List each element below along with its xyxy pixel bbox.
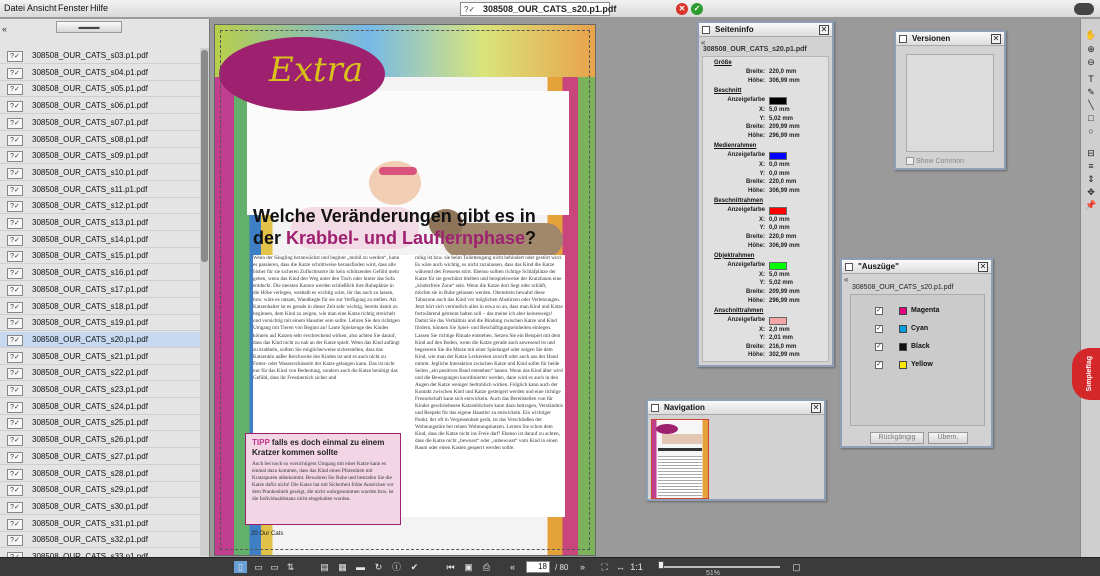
file-list-item[interactable]: [0, 248, 200, 264]
section-title-beschnittrahmen: Beschnittrahmen: [714, 197, 764, 204]
collapse-icon[interactable]: «: [701, 38, 706, 47]
show-common-checkbox[interactable]: Show Common: [906, 157, 964, 165]
zoom-slider-knob[interactable]: [658, 561, 664, 569]
file-name: 308508_OUR_CATS_s12.p1.pdf: [32, 201, 148, 211]
preflight-status-icon: ?✓: [464, 5, 476, 14]
value-hoehe: 296,99 mm: [769, 132, 800, 139]
file-list-item[interactable]: [0, 432, 200, 448]
close-icon[interactable]: ✕: [979, 262, 987, 271]
move-tool-icon[interactable]: ✥: [1087, 187, 1095, 197]
page-count: / 80: [555, 563, 569, 572]
file-name: 308508_OUR_CATS_s32.p1.pdf: [32, 535, 148, 545]
file-list-item[interactable]: [0, 198, 200, 214]
file-list-item[interactable]: [0, 499, 200, 515]
file-list-item[interactable]: [0, 365, 200, 381]
zoom-level: 51%: [706, 570, 721, 576]
preflight-status-icon: ?✓: [7, 519, 23, 530]
panel-header[interactable]: [842, 260, 991, 274]
display-color-swatch[interactable]: [769, 317, 787, 325]
versions-list[interactable]: [906, 54, 994, 152]
file-name: 308508_OUR_CATS_s16.p1.pdf: [32, 268, 148, 278]
split-tool-icon[interactable]: ⇕: [1087, 174, 1095, 184]
preflight-status-icon: ?✓: [7, 51, 23, 62]
value-y: 0,0 mm: [769, 225, 790, 232]
navigation-panel: [646, 399, 826, 501]
headline-line-1: Welche Veränderungen gibt es in: [253, 206, 536, 226]
file-list-item[interactable]: [0, 282, 200, 298]
extra-kicker: Extra: [269, 50, 364, 90]
separations-list: [850, 294, 985, 426]
approve-button[interactable]: ✓: [691, 3, 703, 15]
file-list-item[interactable]: [0, 265, 200, 281]
label-display-color: Anzeigefarbe: [727, 206, 765, 213]
value-x: 2,0 mm: [769, 326, 790, 333]
rectangle-tool-icon[interactable]: □: [1088, 113, 1094, 123]
panel-checkbox[interactable]: [845, 263, 853, 271]
label-breite: Breite:: [745, 124, 765, 131]
file-name: 308508_OUR_CATS_s27.p1.pdf: [32, 451, 148, 461]
panel-header[interactable]: [896, 32, 1004, 46]
file-list-item[interactable]: [0, 81, 200, 97]
preflight-status-icon: ?✓: [7, 101, 23, 112]
preflight-status-icon: ?✓: [7, 435, 23, 446]
right-toolbar: [1080, 19, 1100, 557]
line-tool-icon[interactable]: ╲: [1088, 100, 1094, 110]
file-list-item[interactable]: [0, 65, 200, 81]
section-title-anschnittrahmen: Anschnittrahmen: [714, 307, 764, 314]
thumb-text: [658, 456, 702, 496]
ellipse-tool-icon[interactable]: ○: [1088, 126, 1094, 136]
label-y: Y:: [759, 225, 765, 232]
body-column-1: Wenn der Säugling heranwächst und beginnt „mobil zu werden“, kann es passieren, dass die Katze schrittweise herausfinden wird, dass alle bisher für sie sicheren Zufluchtsorte ihr kein schützendes Gefühl mehr geben, wenn das Kind den Weg unter den Tisch oder hinter das Sofa entdeckt. Die meisten Katzen werden schließlich ihre Ruheplätze in die Höhe verlegen, weshalb es wichtig wäre, ihr das auch zu lassen, bzw. wäre es ratsam, Wandkegle für sie zur Verfügung zu stellen. Als Katzenhalter ist es gerade in dieser Zeit sehr wichtig, bereits damit zu beginnen, dem Kind zu zeigen, wie man eine Katze richtig streichelt und vorsichtig mit einem Haustier sein sollte. Lehren Sie den richtigen Umgang mit Tieren von Beginn an! Laute Spielzeuge des Kindes können auf Katzen sehr erschreckend wirken, also achten Sie darauf, dass das Kind nicht zu nah an der Katze spielt. Wenn das Kind anfängt zu krabbeln, sollten Sie möglicherweise sicherstellen, dass das Katzenklo außer Reichweite des Kindes ist und es auch nicht zu Futter- oder Wasserschüsseln der Katze gelangen kann. Das ist nicht nur für das Kind von Bedeutung, sondern auch die Katze benötigt das Gefühl, dass ihr Fressbereich sicher und: [253, 255, 400, 381]
print-icon[interactable]: ⎙: [482, 562, 491, 572]
label-hoehe: Höhe:: [748, 352, 765, 359]
file-list-item[interactable]: [0, 399, 200, 415]
preflight-status-icon: ?✓: [7, 368, 23, 379]
headline-line-2: der Krabbel- und Lauflernphase?: [253, 228, 537, 248]
apply-button[interactable]: Übern.: [928, 432, 968, 444]
panel-checkbox[interactable]: [899, 35, 907, 43]
panel-header[interactable]: [699, 23, 832, 37]
menu-ansicht[interactable]: Ansicht: [27, 3, 57, 13]
preflight-status-icon: ?✓: [7, 418, 23, 429]
separation-name: Magenta: [911, 307, 940, 314]
thumb-badge: [656, 424, 678, 434]
reject-button[interactable]: ✕: [676, 3, 688, 15]
label-hoehe: Höhe:: [748, 242, 765, 249]
value-x: 0,0 mm: [769, 161, 790, 168]
value-x: 5,0 mm: [769, 271, 790, 278]
preflight-status-icon: ?✓: [7, 469, 23, 480]
label-height: Höhe:: [748, 78, 765, 84]
form-icon[interactable]: ▬: [356, 562, 365, 572]
preflight-status-icon: ?✓: [7, 151, 23, 162]
panel-title: Navigation: [664, 403, 705, 412]
label-display-color: Anzeigefarbe: [727, 316, 765, 323]
file-list-item[interactable]: [0, 182, 200, 198]
tip-heading: TIPP falls es doch einmal zu einem Kratzer kommen sollte: [252, 438, 385, 457]
page-info-panel: [697, 21, 834, 367]
file-name: 308508_OUR_CATS_s03.p1.pdf: [32, 51, 148, 60]
preflight-status-icon: ?✓: [7, 268, 23, 279]
preflight-status-icon: ?✓: [7, 352, 23, 363]
separation-color-swatch: [899, 343, 907, 351]
page-up-icon[interactable]: ▭: [270, 562, 279, 572]
file-name: 308508_OUR_CATS_s11.p1.pdf: [32, 184, 148, 194]
info-icon[interactable]: ⓘ: [391, 562, 401, 572]
section-title-objektrahmen: Objektrahmen: [714, 252, 755, 259]
view-icon[interactable]: ▣: [464, 562, 473, 572]
file-name: 308508_OUR_CATS_s13.p1.pdf: [32, 218, 148, 227]
preflight-status-icon: ?✓: [7, 118, 23, 129]
file-name: 308508_OUR_CATS_s10.p1.pdf: [32, 167, 148, 177]
layout-icon[interactable]: ▤: [320, 562, 329, 572]
separations-filename: 308508_OUR_CATS_s20.p1.pdf: [852, 284, 954, 291]
preflight-status-icon: ?✓: [7, 84, 23, 95]
file-list-panel: [0, 19, 210, 557]
label-breite: Breite:: [745, 288, 765, 295]
measure-tool-icon[interactable]: ⊟: [1087, 148, 1095, 158]
label-x: X:: [759, 271, 765, 278]
file-list-item[interactable]: [0, 165, 200, 181]
preflight-status-icon: ?✓: [7, 385, 23, 396]
label-breite: Breite:: [745, 234, 765, 240]
preflight-status-icon: ?✓: [7, 402, 23, 413]
file-name: 308508_OUR_CATS_s14.p1.pdf: [32, 234, 148, 244]
refresh-icon[interactable]: ↻: [374, 562, 383, 572]
separation-color-swatch: [899, 325, 907, 333]
preflight-status-icon: ?✓: [7, 485, 23, 496]
file-name: 308508_OUR_CATS_s24.p1.pdf: [32, 401, 148, 411]
file-name: 308508_OUR_CATS_s08.p1.pdf: [32, 134, 148, 144]
menu-hilfe[interactable]: Hilfe: [90, 3, 109, 13]
value-y: 5,02 mm: [769, 280, 794, 287]
file-name: 308508_OUR_CATS_s07.p1.pdf: [32, 117, 148, 127]
file-name: 308508_OUR_CATS_s22.p1.pdf: [32, 368, 148, 378]
file-list-item[interactable]: [0, 482, 200, 498]
display-color-swatch[interactable]: [769, 207, 787, 215]
preflight-status-icon: ?✓: [7, 135, 23, 146]
value-hoehe: 302,99 mm: [769, 352, 800, 359]
pen-tool-icon[interactable]: ✎: [1087, 87, 1095, 97]
value-x: 0,0 mm: [769, 216, 790, 223]
label-x: X:: [759, 107, 765, 113]
zoom-slider-track[interactable]: [660, 566, 780, 568]
file-name: 308508_OUR_CATS_s20.p1.pdf: [32, 334, 148, 344]
actual-size-icon[interactable]: 1:1: [630, 562, 643, 572]
label-width: Breite:: [745, 69, 765, 75]
preflight-status-icon: ?✓: [7, 335, 23, 346]
text-tool-icon[interactable]: T: [1088, 74, 1094, 84]
label-hoehe: Höhe:: [748, 132, 765, 139]
file-list-item[interactable]: [0, 332, 200, 348]
file-list-item[interactable]: [0, 349, 200, 365]
separation-name: Black: [911, 343, 930, 350]
file-list-item[interactable]: [0, 382, 200, 398]
value-y: 2,01 mm: [769, 335, 794, 342]
file-list-item[interactable]: [0, 132, 200, 148]
file-list-item[interactable]: [0, 315, 200, 331]
close-icon[interactable]: ✕: [992, 34, 1000, 43]
label-hoehe: Höhe:: [748, 187, 765, 194]
file-list-item[interactable]: [0, 98, 200, 114]
section-title-medienrahmen: Medienrahmen: [714, 142, 757, 149]
file-name: 308508_OUR_CATS_s04.p1.pdf: [32, 67, 148, 77]
fullscreen-icon[interactable]: ▢: [792, 562, 801, 572]
next-page-icon[interactable]: »: [579, 562, 585, 572]
preflight-status-icon: ?✓: [7, 452, 23, 463]
separation-checkbox[interactable]: ✓: [876, 325, 882, 332]
navigation-thumbnail[interactable]: [651, 419, 709, 499]
preflight-status-icon: ?✓: [7, 185, 23, 196]
preflight-status-icon: ?✓: [7, 218, 23, 229]
label-hoehe: Höhe:: [748, 297, 765, 304]
body-column-2: ruhig ist bzw. sie beim Toilettengang nicht behindert oder gestört wird. Es wäre auch wichtig, es nicht zuzulassen, dass das Kind die Katze während des Fressens stört. Ebenso sollten richtige Schlafplätze der Katze für sie geschützt bleiben und beispielsweise der Kratzbaum eine „kinderfreie Zone“ sein. Wenn die Katze dort liegt oder schläft, möchte sie in Ruhe gelassen werden. Obendrein bewahrt diese Tabuzone auch das Kind vor möglichen Abstürzen oder Verletzungen. Jetzt hört sich vermutlich alles in etwa so an, dass man Kind und Katze fortwährend getrennt halten soll – das meine ich aber keineswegs! Damit Sie das Verhältnis und die Bindung zwischen Katze und Kind fördern, können Sie Spiel- und Beschäftigungseinheiten einlegen. Lassen Sie richtige Rituale entstehen. Setzen Sie ein Beispiel mit dem Kind auf den Boden, wenn die Katze gerade auch anwesend ist und begeistern Sie die Mieze mit einer Spielangel oder zeigen Sie dem Kind, wie man der Katze Leckereien zuwirft oder auch aus der Hand nimmt. Jegliche Interaktion zwischen Katze und Kind sollte für beide Seiten „ein positives Band entstehen“ lassen. Wenn das Kind älter wird und die Bewegungen koordinierter werden, dann wird es auch in den Augen der Katze weniger bedrohlich wirken. Folglich kann auch der Kontakt zwischen Kind und Katze gesteigert werden und eine richtige Freundschaft kann sich entwickeln. Auch das Bereitstellen von für Kinder geschriebenen Katzenbüchern kann dazu beitragen, Verständnis und Respekt für das eigene Haustier zu entwickeln. Ein wichtiger Punkt, der oft in Vergessenheit gerät, ist das Verschließen der Wohnungstüre bei reinen Wohnungskatzen. Lernen Sie schon dem Kind, dass die Katze nicht ins Freie darf! Ebenso ist darauf zu achten, dass die Katze nicht „bewusst“ oder „unbewusst“ vom Kind in einen Raum oder einen Kasten gesperrt werden sollte.: [415, 255, 563, 452]
trim-box-outline: [220, 30, 590, 550]
file-list-item[interactable]: [0, 299, 200, 315]
page-info-body: [702, 56, 829, 362]
file-name: 308508_OUR_CATS_s28.p1.pdf: [32, 468, 148, 478]
file-list-item[interactable]: [0, 232, 200, 248]
file-name: 308508_OUR_CATS_s17.p1.pdf: [32, 284, 148, 294]
file-name: 308508_OUR_CATS_s05.p1.pdf: [32, 84, 148, 94]
thumb-headline: [658, 448, 702, 451]
file-name: 308508_OUR_CATS_s19.p1.pdf: [32, 318, 148, 328]
preflight-icon[interactable]: ✔: [410, 562, 419, 572]
panel-title: Seiteninfo: [715, 25, 754, 34]
separation-color-swatch: [899, 307, 907, 315]
value-breite: 209,99 mm: [769, 288, 800, 295]
preflight-status-icon: ?✓: [7, 318, 23, 329]
label-x: X:: [759, 161, 765, 168]
pin-tool-icon[interactable]: 📌: [1085, 200, 1097, 210]
file-name: 308508_OUR_CATS_s29.p1.pdf: [32, 485, 148, 495]
checkbox-icon[interactable]: [906, 157, 914, 165]
fit-page-icon[interactable]: ⛶: [601, 562, 608, 572]
label-y: Y:: [759, 335, 765, 342]
page-folio: 20 Our Cats: [251, 531, 284, 537]
versions-panel: [894, 30, 1006, 170]
value-breite: 216,0 mm: [769, 343, 797, 350]
fit-width-icon[interactable]: ↔: [616, 562, 625, 572]
label-breite: Breite:: [745, 179, 765, 186]
value-hoehe: 296,99 mm: [769, 297, 800, 304]
display-color-swatch[interactable]: [769, 152, 787, 160]
simpleflag-tab[interactable]: Simpleflag: [1072, 348, 1100, 400]
file-list-scrollbar[interactable]: [200, 48, 209, 556]
menu-fenster[interactable]: Fenster: [58, 3, 89, 13]
preflight-status-icon: ?✓: [7, 201, 23, 212]
preflight-status-icon: ?✓: [7, 235, 23, 246]
preflight-status-icon: ?✓: [7, 302, 23, 313]
file-list-item[interactable]: [0, 466, 200, 482]
label-breite: Breite:: [745, 343, 765, 350]
file-name: 308508_OUR_CATS_s31.p1.pdf: [32, 518, 148, 528]
document-title-field: [460, 2, 617, 16]
value-breite: 220,0 mm: [769, 234, 797, 240]
label-display-color: Anzeigefarbe: [727, 151, 765, 158]
file-name: 308508_OUR_CATS_s21.p1.pdf: [32, 351, 148, 361]
panel-header[interactable]: [648, 401, 824, 415]
preflight-status-icon: ?✓: [7, 168, 23, 179]
separation-name: Yellow: [911, 361, 933, 368]
label-y: Y:: [759, 115, 765, 122]
separation-color-swatch: [899, 361, 907, 369]
page-down-icon[interactable]: ▭: [254, 562, 263, 572]
page-move-icon[interactable]: ⇅: [286, 562, 295, 572]
label-x: X:: [759, 326, 765, 333]
page-info-filename: 308508_OUR_CATS_s20.p1.pdf: [703, 46, 807, 53]
preflight-status-icon: ?✓: [7, 68, 23, 79]
panel-checkbox[interactable]: [702, 26, 710, 34]
file-list-item[interactable]: [0, 449, 200, 465]
label-display-color: Anzeigefarbe: [727, 261, 765, 268]
section-title-size: Größe: [714, 60, 732, 66]
value-hoehe: 306,99 mm: [769, 187, 800, 194]
value-hoehe: 306,99 mm: [769, 242, 800, 249]
file-name: 308508_OUR_CATS_s30.p1.pdf: [32, 501, 148, 511]
scrollbar-thumb[interactable]: [201, 50, 208, 262]
label-y: Y:: [759, 280, 765, 287]
panel-title: "Auszüge": [858, 262, 899, 271]
single-page-icon[interactable]: ▯: [234, 561, 247, 573]
file-list-item[interactable]: [0, 48, 200, 64]
file-name: 308508_OUR_CATS_s23.p1.pdf: [32, 385, 148, 394]
document-title: 308508_OUR_CATS_s20.p1.pdf: [483, 4, 617, 14]
separation-name: Cyan: [911, 325, 929, 332]
headline-highlight: Krabbel- und Lauflernphase: [286, 228, 526, 248]
preflight-status-icon: ?✓: [7, 535, 23, 546]
preflight-status-icon: ?✓: [7, 285, 23, 296]
value-y: 0,0 mm: [769, 170, 790, 177]
thumb-photo: [662, 434, 702, 444]
file-list-item[interactable]: [0, 532, 200, 548]
menu-bar: [0, 0, 1100, 18]
display-color-swatch[interactable]: [769, 262, 787, 270]
zoom-in-icon[interactable]: ⊕: [1087, 44, 1095, 54]
zoom-out-icon[interactable]: ⊖: [1087, 57, 1095, 67]
file-name: 308508_OUR_CATS_s25.p1.pdf: [32, 418, 148, 428]
value-y: 5,02 mm: [769, 115, 794, 122]
file-name: 308508_OUR_CATS_s18.p1.pdf: [32, 301, 148, 311]
preflight-status-icon: ?✓: [7, 251, 23, 262]
bottom-toolbar: [0, 557, 1100, 576]
compare-tool-icon[interactable]: ≡: [1088, 161, 1094, 171]
hand-tool-icon[interactable]: ✋: [1085, 30, 1097, 40]
collapse-panel-icon[interactable]: «: [2, 24, 8, 34]
separations-panel: [840, 258, 993, 448]
file-list-item[interactable]: [0, 148, 200, 164]
value-x: 5,0 mm: [769, 107, 790, 113]
file-name: 308508_OUR_CATS_s09.p1.pdf: [32, 151, 148, 161]
file-list-item[interactable]: [0, 215, 200, 231]
file-name: 308508_OUR_CATS_s15.p1.pdf: [32, 251, 148, 261]
file-list-item[interactable]: [0, 415, 200, 431]
file-list-sort-bar[interactable]: ▬▬▬: [56, 21, 122, 33]
close-icon[interactable]: ✕: [812, 403, 820, 412]
close-icon[interactable]: ✕: [820, 25, 828, 34]
display-color-swatch[interactable]: [769, 97, 787, 105]
user-toggle-icon[interactable]: [1074, 3, 1094, 15]
previous-page-icon[interactable]: «: [509, 562, 515, 572]
grid-icon[interactable]: ▦: [338, 562, 347, 572]
page-number-input[interactable]: 18: [526, 561, 550, 573]
label-y: Y:: [759, 170, 765, 177]
panel-checkbox[interactable]: [651, 404, 659, 412]
value-height: 306,99 mm: [769, 78, 800, 84]
value-breite: 220,0 mm: [769, 179, 797, 186]
first-page-icon[interactable]: ⏮: [446, 562, 455, 572]
panel-title: Versionen: [912, 34, 951, 43]
file-name: 308508_OUR_CATS_s26.p1.pdf: [32, 435, 148, 445]
file-list-item[interactable]: [0, 516, 200, 532]
separation-checkbox[interactable]: ✓: [876, 343, 882, 350]
separation-checkbox[interactable]: ✓: [876, 307, 882, 314]
file-name: 308508_OUR_CATS_s06.p1.pdf: [32, 101, 148, 111]
separation-checkbox[interactable]: ✓: [876, 361, 882, 368]
page-preview[interactable]: [214, 24, 596, 556]
label-display-color: Anzeigefarbe: [727, 97, 765, 103]
value-breite: 209,99 mm: [769, 124, 800, 131]
collapse-icon[interactable]: «: [844, 275, 849, 284]
section-title-beschnitt: Beschnitt: [714, 88, 742, 94]
preflight-status-icon: ?✓: [7, 502, 23, 513]
menu-datei[interactable]: Datei: [4, 3, 26, 13]
file-list-item[interactable]: [0, 115, 200, 131]
label-x: X:: [759, 216, 765, 223]
undo-button[interactable]: Rückgängig: [870, 432, 924, 444]
value-width: 220,0 mm: [769, 69, 797, 75]
tip-body: Auch bei noch so vorsichtigem Umgang mit einer Katze kann es einmal dazu kommen, dass das Kind einen Pfotenhieb mit Kratzspuren abbekommt. Bewahren Sie Ruhe und bestrafen Sie die Katze dafür nicht! Die Katze hat mit Sicherheit frühe Anzeichen vor dem Prankenhieb gezeigt, die nicht wahrgenommen wurden bzw. ist die Individualdistanz nicht eingehalten worden.: [252, 461, 394, 502]
